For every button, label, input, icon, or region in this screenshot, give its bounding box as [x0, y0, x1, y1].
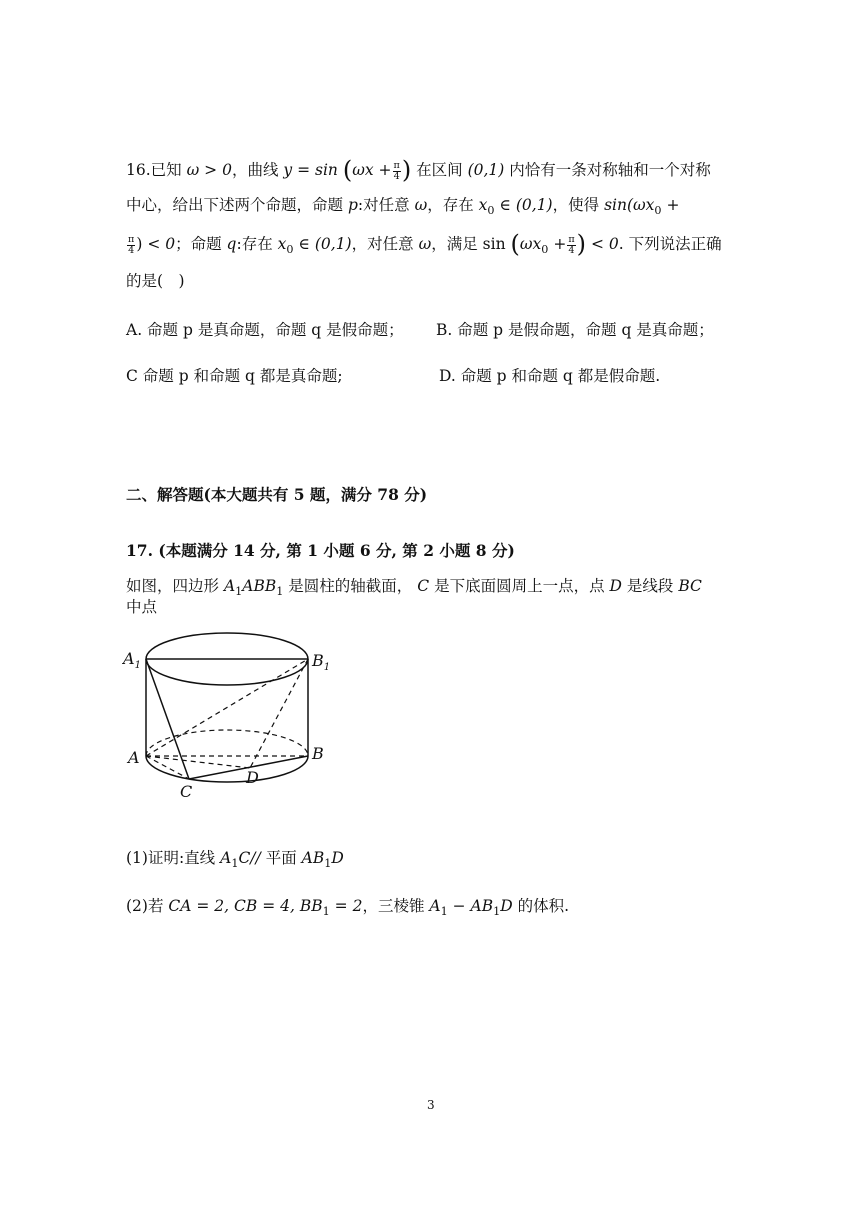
denominator: 4 [128, 244, 135, 256]
math: ω [418, 235, 432, 254]
subscript: 0 [654, 204, 662, 218]
math: ωx + [352, 161, 392, 180]
q16-number: 16. [126, 161, 151, 180]
text: :对任意 [357, 196, 410, 214]
label-d: D [246, 768, 259, 787]
text: ，使得 [552, 196, 600, 214]
text: (1)证明:直线 [126, 849, 216, 867]
subscript: 0 [286, 243, 294, 257]
text: 的体积. [517, 897, 570, 915]
text: (2)若 [126, 897, 164, 915]
label-a: A [128, 748, 140, 767]
math: < 0 [590, 235, 619, 254]
label-b: B [312, 744, 324, 763]
subscript: 1 [324, 857, 332, 871]
label-a1: $A_1$ [123, 649, 141, 671]
math: D [500, 897, 513, 915]
subscript: 1 [440, 905, 448, 919]
math: D [609, 577, 622, 595]
q17-header: 17. (本题满分 14 分, 第 1 小题 6 分, 第 2 小题 8 分) [126, 541, 515, 560]
option-b: B. 命题 p 是假命题，命题 q 是真命题； [436, 321, 714, 339]
numerator: π [393, 159, 400, 171]
text: :存在 [236, 235, 273, 254]
q16-line3: $\frac{\pi}{4}$ ) < 0；命题 q:存在 $x_0$ ∈ (0,1)，对任意 ω，满足 $\sin (\omega x_0$ + $\frac{\pi}{4}$ ) < 0. 下列说法正确 [128, 230, 722, 258]
paren: ) [576, 230, 586, 258]
numerator: π [128, 233, 135, 245]
edge-b1d [250, 659, 308, 768]
math: A [220, 849, 232, 867]
q17-line1 [126, 577, 702, 599]
text: 如图，四边形 [126, 577, 220, 595]
label-c: C [180, 782, 193, 801]
edge-ad [146, 756, 250, 768]
q16-line2 [126, 196, 680, 218]
subscript: 1 [231, 857, 239, 871]
subscript: 0 [541, 243, 549, 257]
fraction-pi-4 [393, 161, 401, 182]
denominator: 4 [568, 244, 575, 256]
fraction-pi-4 [567, 235, 575, 256]
math: < 0 [147, 235, 176, 254]
text: 是线段 [626, 577, 674, 595]
math: x [277, 235, 287, 254]
math: sin(ωx [604, 196, 655, 214]
bottom-back-arc [146, 730, 308, 756]
q16-line1 [126, 156, 711, 185]
math: ωx [519, 235, 542, 254]
edge-ab1 [146, 659, 308, 756]
math: ∈ (0,1) [499, 196, 553, 214]
paren: ( [342, 156, 353, 184]
math: CA = 2, CB = 4, BB [168, 897, 323, 915]
paren: ( [510, 230, 520, 258]
q16-line4 [126, 272, 185, 291]
subscript: 1 [322, 905, 330, 919]
math: BC [678, 577, 702, 595]
math: q [226, 235, 237, 254]
subscript: 1 [493, 905, 501, 919]
subscript: 1 [235, 585, 243, 599]
text: 内恰有一条对称轴和一个对称 [509, 161, 711, 180]
math: A [223, 577, 236, 595]
denominator: 4 [393, 170, 400, 182]
option-c: C 命题 p 和命题 q 都是真命题; [126, 367, 343, 385]
text: . 下列说法正确 [618, 235, 722, 254]
text: ，满足 [431, 235, 478, 254]
math: C// [238, 849, 261, 867]
math: sin [482, 235, 506, 254]
numerator: π [568, 233, 575, 245]
q17-line2: 中点 [126, 598, 158, 616]
math: ∈ (0,1) [298, 235, 352, 254]
math: + [553, 235, 567, 254]
page-number: 3 [427, 1098, 435, 1112]
text: ，曲线 [231, 161, 279, 180]
option-d: D. 命题 p 和命题 q 都是假命题. [439, 367, 661, 385]
option-a: A. 命题 p 是真命题，命题 q 是假命题； [126, 321, 404, 339]
math: ω > 0 [186, 161, 232, 180]
text: 已知 [150, 161, 182, 180]
q17-part2 [126, 897, 570, 919]
cylinder-figure [122, 632, 352, 807]
math: = 2 [334, 897, 363, 915]
text: ，三棱锥 [362, 897, 425, 915]
math: + [666, 196, 680, 214]
math: ω [414, 196, 428, 214]
q17-part1 [126, 849, 344, 871]
text: 在区间 [416, 161, 463, 180]
subscript: 0 [487, 204, 495, 218]
text: 的是( ) [126, 272, 185, 290]
text: ；命题 [175, 235, 222, 254]
math: C [417, 577, 430, 595]
subscript: 1 [276, 585, 284, 599]
math: A [429, 897, 441, 915]
fraction-pi-4 [127, 235, 135, 256]
paren: ) [401, 156, 412, 184]
math: ABB [242, 577, 277, 595]
math: (0,1) [467, 161, 505, 180]
math: AB [301, 849, 325, 867]
text: 是圆柱的轴截面， [288, 577, 413, 595]
math: D [331, 849, 344, 867]
math: x [478, 196, 488, 214]
math: p [347, 196, 358, 214]
math: y = sin [283, 161, 338, 180]
text: 是下底面圆周上一点，点 [434, 577, 605, 595]
text: 中心，给出下述两个命题，命题 [126, 196, 344, 214]
math: − AB [452, 897, 494, 915]
label-b1: $B_1$ [312, 651, 331, 673]
text: 平面 [265, 849, 297, 867]
text: ，存在 [427, 196, 474, 214]
text: ，对任意 [351, 235, 414, 254]
section-title: 二、解答题(本大题共有 5 题，满分 78 分) [126, 485, 428, 504]
